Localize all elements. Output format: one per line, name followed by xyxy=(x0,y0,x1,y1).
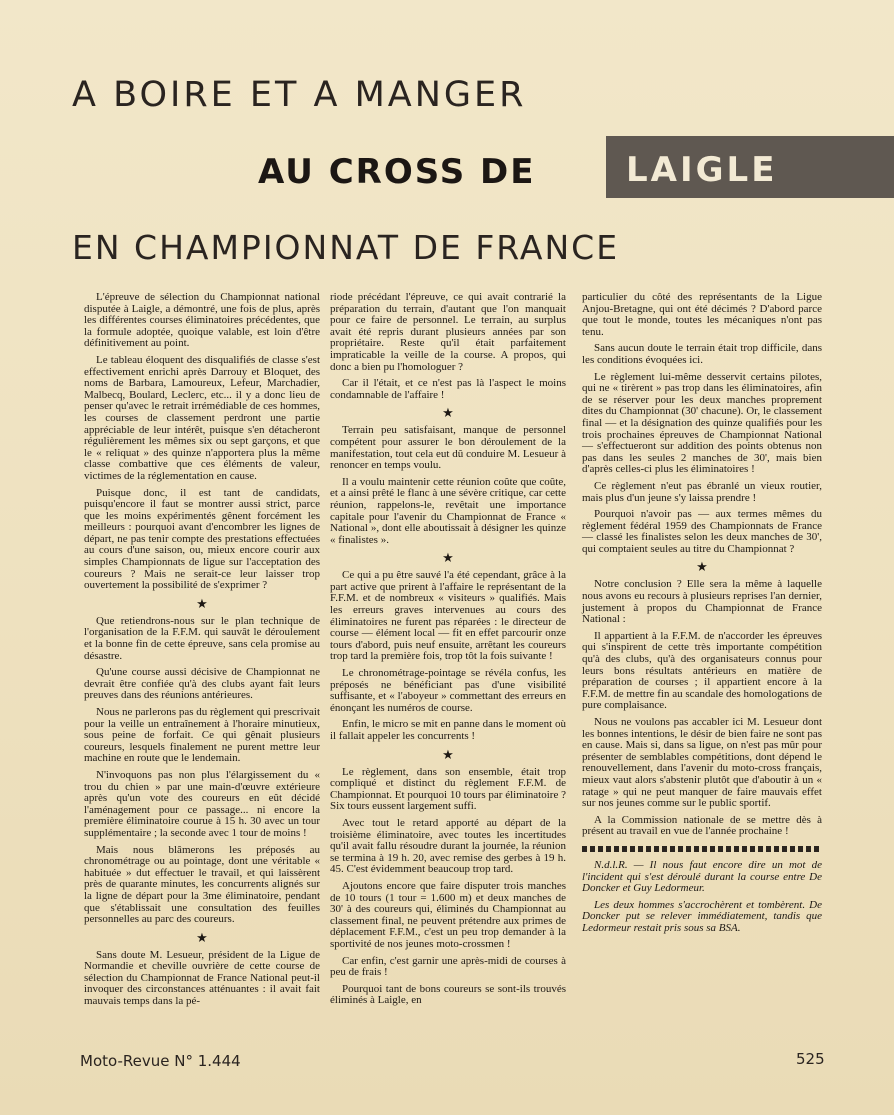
paragraph: Qu'une course aussi décisive de Championnat ne devrait être confiée qu'à des clubs ayant fait leurs preuves dans des réunions antérieures. xyxy=(84,666,320,702)
paragraph: Il appartient à la F.F.M. de n'accorder les épreuves qui s'inspirent de cette très importante compétition qu'à des clubs, qu'à des organisateurs connus pour leurs bons résultats antérieurs en matière de préparation de courses ; il appartient encore à la F.F.M. de mettre fin au scandale des homologations de pure complaisance. xyxy=(582,629,822,712)
paragraph: N'invoquons pas non plus l'élargissement du « trou du chien » par une main-d'œuvre extérieure après qu'un vote des coureurs en eût décidé l'aménagement pour ce passage... ni encore la première éliminatoire courue à 15 h. 30 avec un tour supplémentaire ; la seconde avec 1 tour de moins ! xyxy=(84,768,320,839)
paragraph: Terrain peu satisfaisant, manque de personnel compétent pour assurer le bon déroulement de la manifestation, tout cela eut dû conduire M. Lesueur à renoncer en temps voulu. xyxy=(330,424,566,472)
article-column-3 xyxy=(582,292,822,940)
editor-note xyxy=(582,860,822,895)
article-column-1 xyxy=(84,292,320,1013)
paragraph: Il a voulu maintenir cette réunion coûte que coûte, et a ainsi prêté le flanc à une sévère critique, car cette réunion, rappelons-le, revêtait une importance capitale pour l'avenir du Championnat de France « National », dont elle aboutissait à désigner les quinze « finalistes ». xyxy=(330,475,566,546)
page-number: 525 xyxy=(796,1050,825,1068)
editor-note-paragraph: N.d.l.R. — Il nous faut encore dire un mot de l'incident qui s'est déroulé durant la course entre De Doncker et Guy Ledormeur. xyxy=(582,858,822,895)
paragraph: Le chronométrage-pointage se révéla confus, les préposés ne bénéficiant pas d'une visibilité suffisante, et « l'aboyeur » commettant des erreurs en énonçant les numéros de course. xyxy=(330,667,566,714)
paragraph: riode précédant l'épreuve, ce qui avait contrarié la préparation du terrain, d'autant que l'on manquait pour ce faire de personnel. Le terrain, au surplus avait été repris durant plusieurs années par son propriétaire. Reste qu'il était parfaitement impraticable la veille de la course. A propos, qui donc a bien pu l'homologuer ? xyxy=(330,291,566,373)
paragraph: A la Commission nationale de se mettre dès à présent au travail en vue de l'année prochaine ! xyxy=(582,813,822,838)
paragraph: Pourquoi tant de bons coureurs se sont-ils trouvés éliminés à Laigle, en xyxy=(330,982,566,1007)
paragraph: Enfin, le micro se mit en panne dans le moment où il fallait appeler les concurrents ! xyxy=(330,718,566,742)
paragraph: Mais nous blâmerons les préposés au chronométrage ou au pointage, dont une véritable « habituée » dut effectuer le travail, et qui laissèrent près de quarante minutes, les concurrents alignés sur la ligne de départ pour la 3me éliminatoire, pendant que s'établissait une consultation des feuilles personnelles au parc des coureurs. xyxy=(84,843,320,926)
paragraph: Puisque donc, il est tant de candidats, puisqu'encore il faut se montrer aussi strict, parce que les moins expérimentés gênent forcément les meilleurs : pourquoi avant d'encombrer les lignes de départ, ne pas tenir compte des prestations effectuées au cours d'une saison, ou, mieux encore courir aux simples Championnats de ligue sur l'acceptation des coureurs ? Mais ne serait-ce leur laisser trop ouvertement la possibilité de s'exprimer ? xyxy=(84,486,320,592)
paragraph: Notre conclusion ? Elle sera la même à laquelle nous avons eu recours à plusieurs reprises l'an dernier, justement à propos du Championnat de France National : xyxy=(582,578,822,626)
paragraph: Pourquoi n'avoir pas — aux termes mêmes du règlement fédéral 1959 des Championnats de France — classé les finalistes selon les deux manches de 30', qui comptaient seules au titre du Championnat ? xyxy=(582,508,822,555)
editor-note-paragraph: Les deux hommes s'accrochèrent et tombèrent. De Doncker put se relever immédiatement, tandis que Ledormeur restait pris sous sa BSA. xyxy=(582,898,822,934)
paragraph: Avec tout le retard apporté au départ de la troisième éliminatoire, avec toutes les incertitudes qu'il avait fallu résoudre durant la journée, la réunion se termina à 19 h. 20, avec remise des gerbes à 19 h. 45. C'est évidemment beaucoup trop tard. xyxy=(330,816,566,876)
paragraph: Nous ne voulons pas accabler ici M. Lesueur dont les bonnes intentions, le désir de bien faire ne sont pas en cause. Mais si, dans sa ligue, on n'est pas mûr pour présenter de semblables compétitions, dont dépend le renouvellement, dans l'avenir du moto-cross français, mieux vaut alors s'abstenir plutôt que d'aboutir à un « ratage » qui ne peut manquer de faire mauvais effet sur nos jeunes comme sur le public sportif. xyxy=(582,716,822,810)
star-separator-icon: ★ xyxy=(442,746,454,762)
paragraph: Le règlement, dans son ensemble, était trop compliqué et distinct du règlement F.F.M. de Championnat. Et pourquoi 10 tours par éliminatoire ? Six tours eussent largement suffi. xyxy=(330,765,566,813)
paragraph: particulier du côté des représentants de la Ligue Anjou-Bretagne, qui ont été décimés ? D'abord parce que tout le monde, toutes les mécaniques n'ont pas tenu. xyxy=(582,291,822,338)
editor-note xyxy=(582,900,822,935)
headline-highlight-box xyxy=(606,136,894,198)
star-separator-icon: ★ xyxy=(696,559,708,575)
article-column-2 xyxy=(330,292,566,1012)
paragraph: Nous ne parlerons pas du règlement qui prescrivait pour la veille un entraînement à l'horaire minutieux, sous peine de forfait. Ce qui gênait plusieurs coureurs, lesquels finalement ne purent mettre leur machine en route que le lendemain. xyxy=(84,706,320,765)
paragraph: Sans doute M. Lesueur, président de la Ligue de Normandie et cheville ouvrière de cette course de sélection du Championnat de France National peut-il invoquer des circonstances atténuantes : il avait fait mauvais temps dans la pé- xyxy=(84,948,320,1008)
paragraph: Car il l'était, et ce n'est pas là l'aspect le moins condamnable de l'affaire ! xyxy=(330,377,566,401)
paragraph: Le tableau éloquent des disqualifiés de classe s'est effectivement enrichi après Darrouy et Bloquet, des noms de Barbara, Lamoureux, Lefeur, Marchadier, Malbecq, Boulard, Leclerc, etc... il y a donc lieu de penser qu'avec le retrait irrémédiable de ces hommes, les courses de classement perdront une partie appréciable de leur intérêt, puisque s'en détacheront régulièrement les mêmes six ou sept garçons, et que le « reliquat » des quinze n'apportera plus la même classe combattive que ces éléments de valeur, victimes de la réglementation en cause. xyxy=(84,353,320,482)
headline-highlight-text: LAIGLE xyxy=(626,150,778,190)
star-separator-icon: ★ xyxy=(442,550,454,566)
headline-line-2: AU CROSS DE xyxy=(258,152,536,192)
star-separator-icon: ★ xyxy=(196,929,208,945)
paragraph: L'épreuve de sélection du Championnat national disputée à Laigle, a démontré, une fois de plus, après les différentes courses éliminatoires précédentes, que la formule adoptée, quoique valable, est loin d'être définitivement au point. xyxy=(84,291,320,350)
headline-line-1: A BOIRE ET A MANGER xyxy=(72,75,527,115)
paragraph: Ce règlement n'eut pas ébranlé un vieux routier, mais plus d'un jeune s'y laissa prendre ! xyxy=(582,479,822,504)
star-separator-icon: ★ xyxy=(442,405,454,421)
paragraph: Car enfin, c'est garnir une après-midi de courses à peu de frais ! xyxy=(330,954,566,979)
headline-line-3: EN CHAMPIONNAT DE FRANCE xyxy=(72,228,620,267)
paragraph: Sans aucun doute le terrain était trop difficile, dans les conditions évoquées ici. xyxy=(582,342,822,366)
magazine-issue: Moto-Revue N° 1.444 xyxy=(80,1052,241,1070)
paragraph: Le règlement lui-même desservit certains pilotes, qui ne « tirèrent » pas trop dans les éliminatoires, afin de se réserver pour les deux manches proprement dites du Championnat (30' chacune). Or, le classement final — et la désignation des quinze qualifiés pour les trois prochaines épreuves de Championnat National — s'effectueront sur addition des points obtenus non pas dans les seules 2 manches de 30', mais bien d'après celles-ci plus les éliminatoires ! xyxy=(582,370,822,476)
paragraph: Ajoutons encore que faire disputer trois manches de 10 tours (1 tour = 1.600 m) et deux manches de 30' à des coureurs qui, éliminés du Championnat au classement final, ne peuvent prétendre aux primes de déplacement F.F.M., c'est un peu trop demander à la sportivité de nos jeunes moto-crossmen ! xyxy=(330,879,566,950)
paragraph: Que retiendrons-nous sur le plan technique de l'organisation de la F.F.M. qui sauvât le déroulement et la bonne fin de cette épreuve, sans cela promise au désastre. xyxy=(84,614,320,662)
dashed-divider xyxy=(582,846,822,852)
paragraph: Ce qui a pu être sauvé l'a été cependant, grâce à la part active que prirent à l'affaire le représentant de la F.F.M. et de nombreux « visiteurs » qualifiés. Mais les erreurs graves intervenues au cours des éliminatoires ne furent pas réparées : le directeur de course — élément local — fit en effet parcourir onze tours d'abord, puis neuf ensuite, arrêtant les coureurs trop tard la première fois, trop tôt la fois suivante ! xyxy=(330,569,566,663)
star-separator-icon: ★ xyxy=(196,595,208,611)
